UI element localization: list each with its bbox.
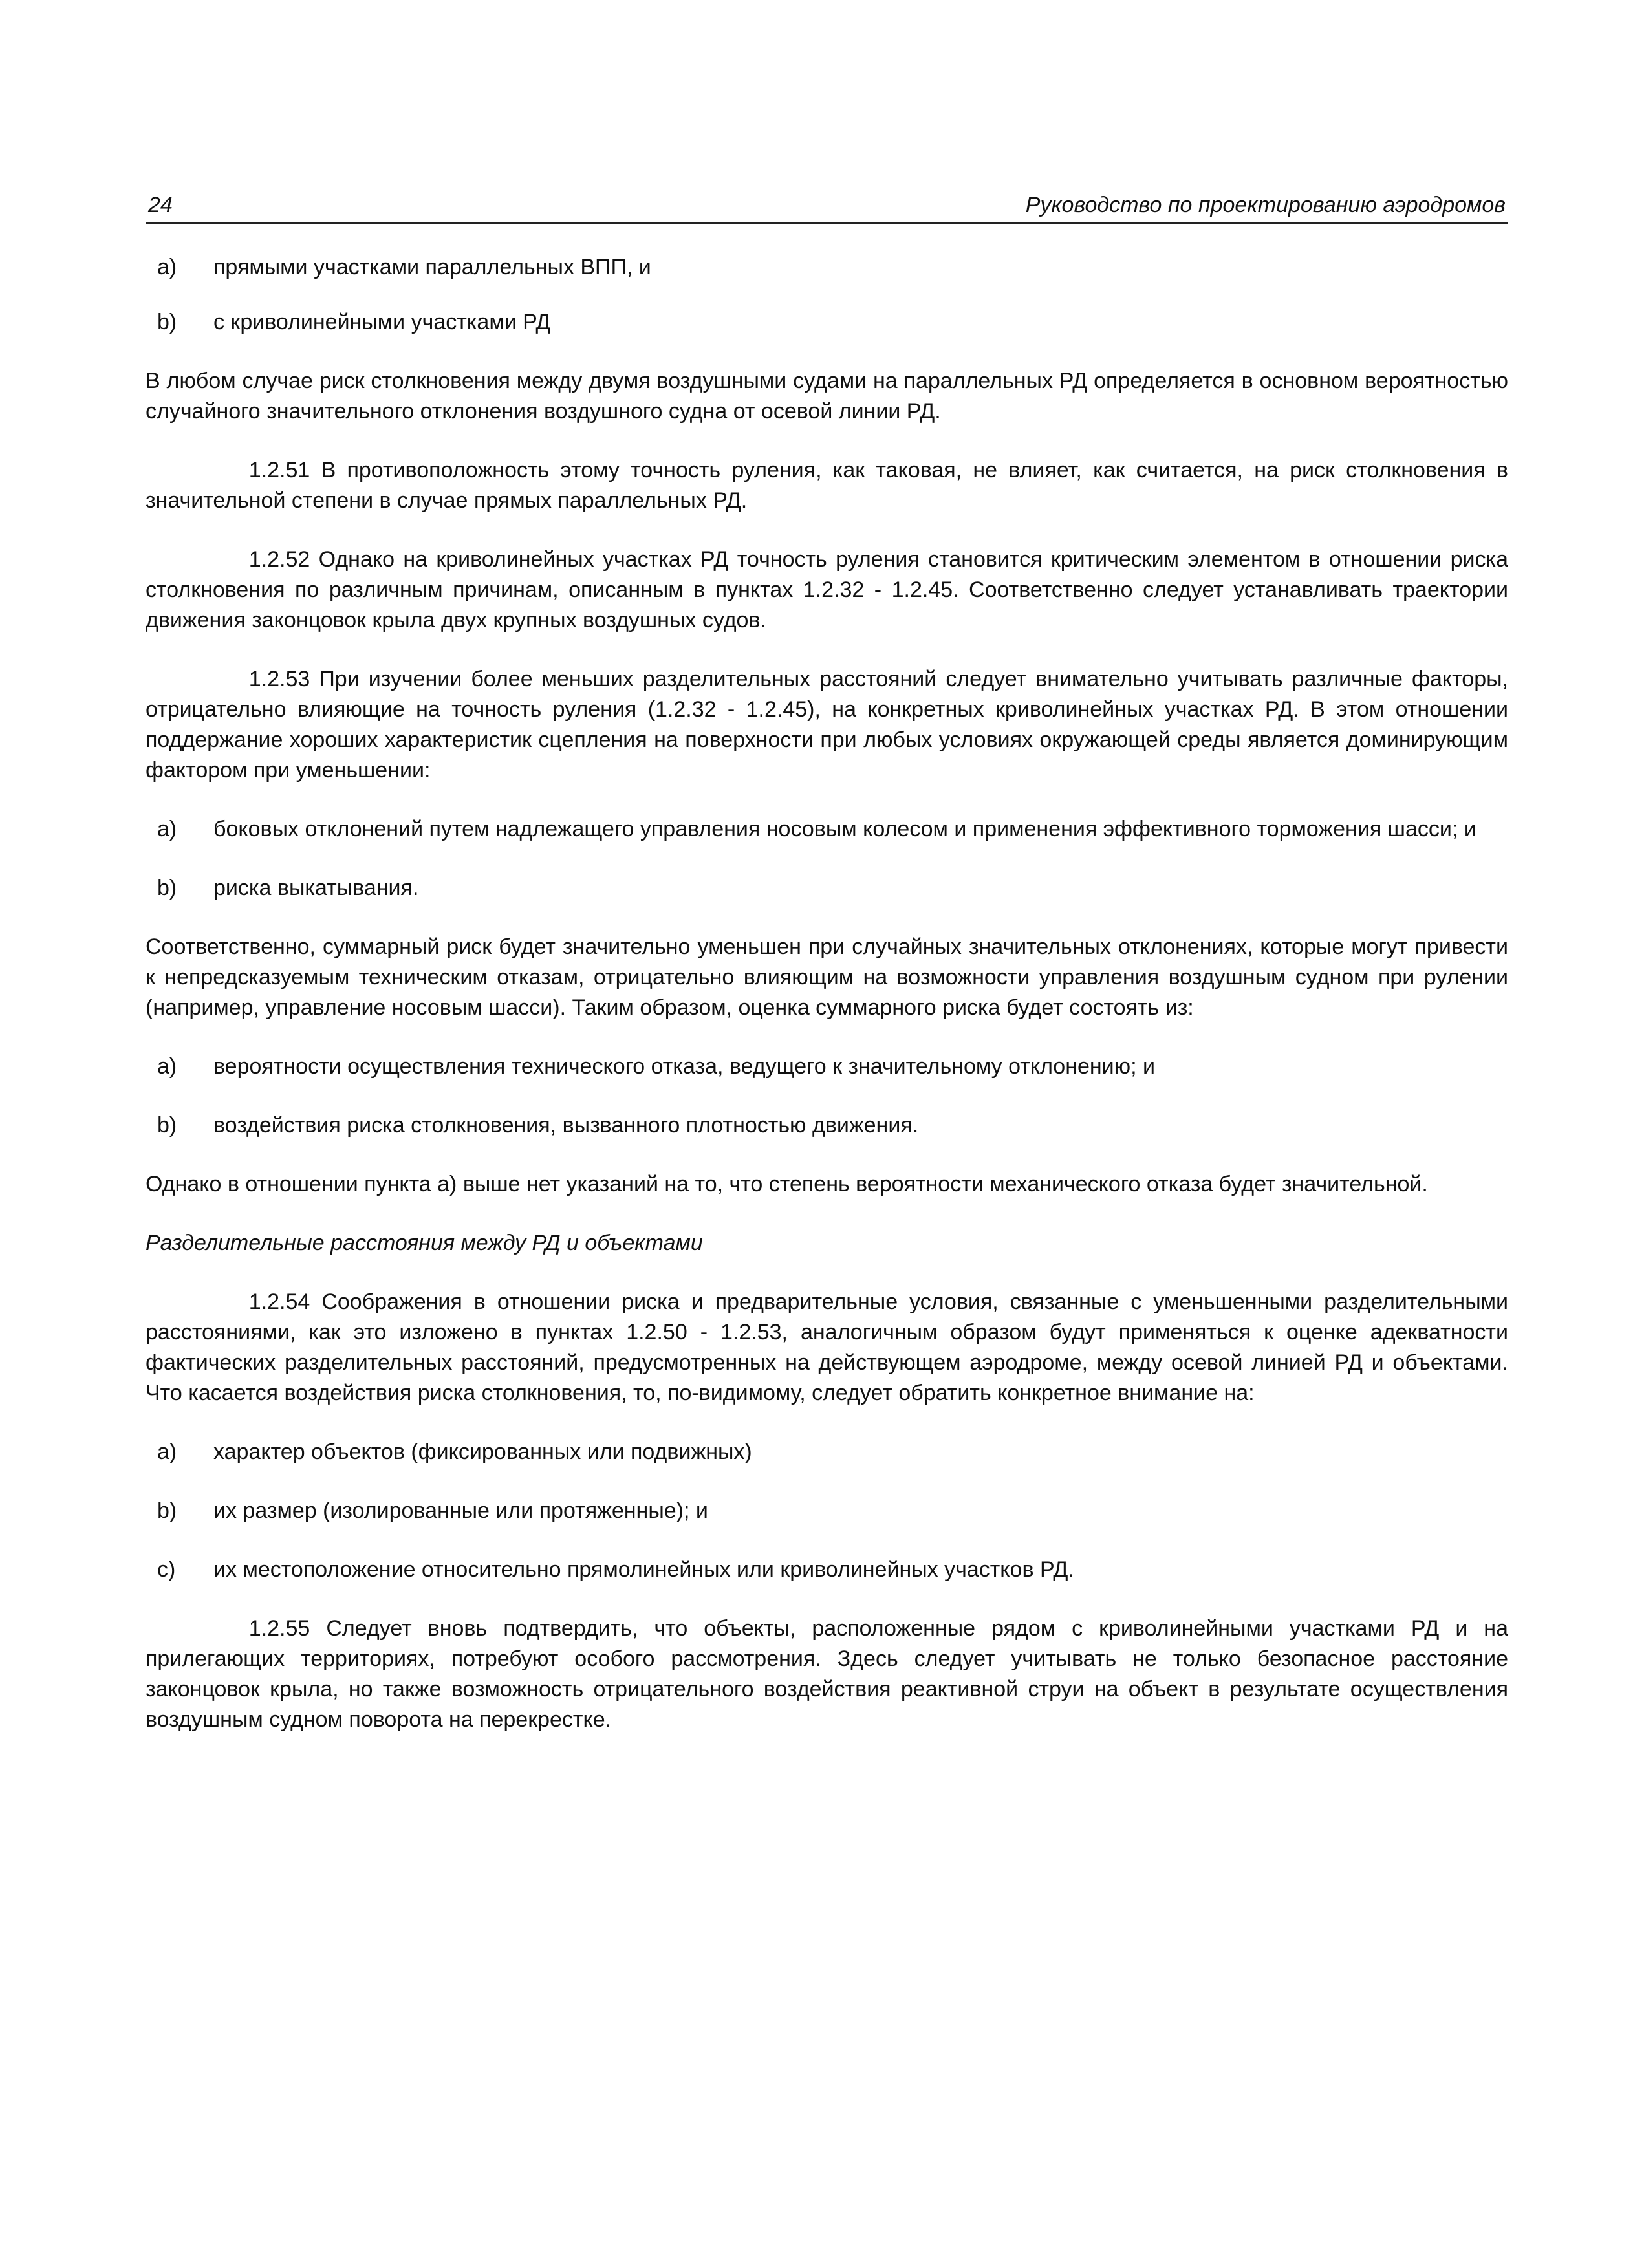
- paragraph-1-2-54: 1.2.54 Соображения в отношении риска и предварительные условия, связанные с уменьшенными разделительными расстояниями, как это изложено в пунктах 1.2.50 - 1.2.53, аналогичным образом будут применяться к оценке адекватности фактических разделительных расстояний, предусмотренных на действующем аэродроме, между осевой линией РД и объектами. Что касается воздействия риска столкновения, то, по-видимому, следует обратить конкретное внимание на:: [146, 1290, 1508, 1405]
- list-label: c): [157, 1557, 176, 1582]
- list-item: [146, 307, 1508, 338]
- list-item: [146, 252, 1508, 283]
- page-number: 24: [148, 193, 173, 217]
- list-label: a): [157, 1440, 177, 1464]
- paragraph-1-2-51: 1.2.51 В противоположность этому точность руления, как таковая, не влияет, как считается, на риск столкновения в значительной степени в случае прямых параллельных РД.: [146, 458, 1508, 513]
- list-item: [146, 1555, 1508, 1585]
- paragraph-1-2-55: 1.2.55 Следует вновь подтвердить, что объекты, расположенные рядом с криволинейными участками РД и на прилегающих территориях, потребуют особого рассмотрения. Здесь следует учитывать не только безопасное расстояние законцовок крыла, но также возможность отрицательного воздействия реактивной струи на объект в результате осуществления воздушным судном поворота на перекрестке.: [146, 1616, 1508, 1732]
- paragraph: В любом случае риск столкновения между двумя воздушными судами на параллельных РД определяется в основном вероятностью случайного значительного отклонения воздушного судна от осевой линии РД.: [146, 369, 1508, 424]
- list-label: a): [157, 817, 177, 841]
- running-title: Руководство по проектированию аэродромов: [1025, 193, 1506, 217]
- list-item: [146, 814, 1508, 845]
- list-item: [146, 1052, 1508, 1082]
- document-body: [146, 252, 1508, 1735]
- paragraph-1-2-52: 1.2.52 Однако на криволинейных участках РД точность руления становится критическим элементом в отношении риска столкновения по различным причинам, описанным в пунктах 1.2.32 - 1.2.45. Соответственно следует устанавливать траектории движения законцовок крыла двух крупных воздушных судов.: [146, 547, 1508, 632]
- list-label: b): [157, 1113, 177, 1138]
- list-text: вероятности осуществления технического отказа, ведущего к значительному отклонению; и: [213, 1054, 1156, 1079]
- list-text: воздействия риска столкновения, вызванного плотностью движения.: [213, 1113, 919, 1138]
- list-label: a): [157, 255, 177, 279]
- list-text: риска выкатывания.: [213, 876, 419, 900]
- paragraph: Соответственно, суммарный риск будет значительно уменьшен при случайных значительных отклонениях, которые могут привести к непредсказуемым техническим отказам, отрицательно влияющим на возможности управления воздушным судном при рулении (например, управление носовым шасси). Таким образом, оценка суммарного риска будет состоять из:: [146, 934, 1508, 1020]
- paragraph: Однако в отношении пункта a) выше нет указаний на то, что степень вероятности механического отказа будет значительной.: [146, 1172, 1428, 1196]
- list-text: боковых отклонений путем надлежащего управления носовым колесом и применения эффективного торможения шасси; и: [213, 817, 1476, 841]
- page-header: [146, 193, 1508, 224]
- list-text: с криволинейными участками РД: [213, 310, 551, 334]
- list-item: [146, 1437, 1508, 1467]
- list-item: [146, 1110, 1508, 1141]
- list-label: a): [157, 1054, 177, 1079]
- section-heading: Разделительные расстояния между РД и объектами: [146, 1231, 703, 1255]
- list-item: [146, 873, 1508, 903]
- list-label: b): [157, 876, 177, 900]
- paragraph-1-2-53: 1.2.53 При изучении более меньших разделительных расстояний следует внимательно учитывать различные факторы, отрицательно влияющие на точность руления (1.2.32 - 1.2.45), на конкретных криволинейных участках РД. В этом отношении поддержание хороших характеристик сцепления на поверхности при любых условиях окружающей среды является доминирующим фактором при уменьшении:: [146, 667, 1508, 783]
- list-label: b): [157, 310, 177, 334]
- list-text: их размер (изолированные или протяженные); и: [213, 1498, 708, 1523]
- list-text: характер объектов (фиксированных или подвижных): [213, 1440, 752, 1464]
- list-text: их местоположение относительно прямолинейных или криволинейных участков РД.: [213, 1557, 1074, 1582]
- list-text: прямыми участками параллельных ВПП, и: [213, 255, 651, 279]
- list-item: [146, 1496, 1508, 1526]
- list-label: b): [157, 1498, 177, 1523]
